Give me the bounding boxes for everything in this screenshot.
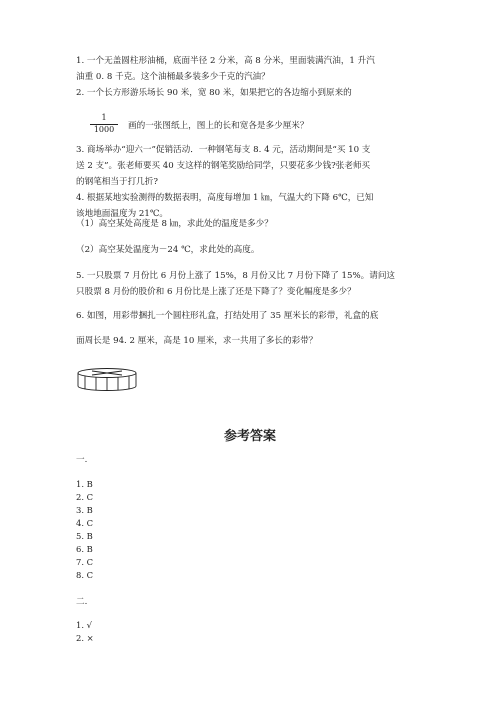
q1-line2: 油重 0. 8 千克。这个油桶最多装多少千克的汽油？ <box>76 72 270 82</box>
answer-item: 2. C <box>76 492 94 502</box>
q2-line1: 2. 一个长方形游乐场长 90 米，宽 80 米，如果把它的各边缩小到原来的 <box>76 88 352 98</box>
answer-item: 5. B <box>76 531 93 541</box>
q6-line2: 面周长是 94. 2 厘米，高是 10 厘米，求一共用了多长的彩带？ <box>76 336 318 346</box>
answer-item: 7. C <box>76 557 94 567</box>
q2-fraction <box>90 114 118 135</box>
q3-line1: 3. 商场举办“迎六一”促销活动．一种钢笔每支 8. 4 元，活动期间是“买 10 支 <box>76 145 371 155</box>
q4-sub2: （2）高空某处温度为－24 ℃，求此处的高度。 <box>76 245 260 255</box>
answer-item: 3. B <box>76 505 93 515</box>
q3-line2: 送 2 支”。张老师要买 40 支这样的钢笔奖励给同学，只要花多少钱?张老师买 <box>76 161 371 171</box>
answer-item: 2. × <box>76 633 94 643</box>
answers-section-2: 二. <box>76 597 88 607</box>
fraction-denominator: 1000 <box>93 124 115 134</box>
q1-line1: 1. 一个无盖圆柱形油桶，底面半径 2 分米，高 8 分米，里面装满汽油，1 升汽 <box>76 56 375 66</box>
answer-item: 4. C <box>76 518 94 528</box>
q5-line1: 5. 一只股票 7 月份比 6 月份上涨了 15%，8 月份又比 7 月份下降了 15%。请问这 <box>76 271 396 281</box>
fraction-numerator: 1 <box>101 113 107 122</box>
answers-section-1: 一. <box>76 455 88 465</box>
q4-line1: 4. 根据某地实验测得的数据表明，高度每增加 1 ㎞，气温大约下降 6℃，已知 <box>76 193 374 203</box>
q3-line3: 的钢笔相当于打几折? <box>76 177 158 187</box>
q4-sub1: （1）高空某处高度是 8 ㎞，求此处的温度是多少？ <box>76 219 273 229</box>
answer-item: 8. C <box>76 570 94 580</box>
answers-title: 参考答案 <box>223 429 276 444</box>
answer-item: 1. B <box>76 479 93 489</box>
answer-item: 1. √ <box>76 620 92 630</box>
q5-line2: 只股票 8 月份的股价和 6 月份比是上涨了还是下降了？变化幅度是多少？ <box>76 287 356 297</box>
q6-line1: 6. 如图，用彩带捆扎一个圆柱形礼盒，打结处用了 35 厘米长的彩带，礼盒的底 <box>76 311 379 321</box>
cylinder-gift-box-figure <box>76 367 138 393</box>
q4-line2: 该地地面温度为 21℃。 <box>76 209 169 219</box>
q2-line2: 画的一张图纸上，图上的长和宽各是多少厘米？ <box>128 121 309 131</box>
answer-item: 6. B <box>76 544 93 554</box>
